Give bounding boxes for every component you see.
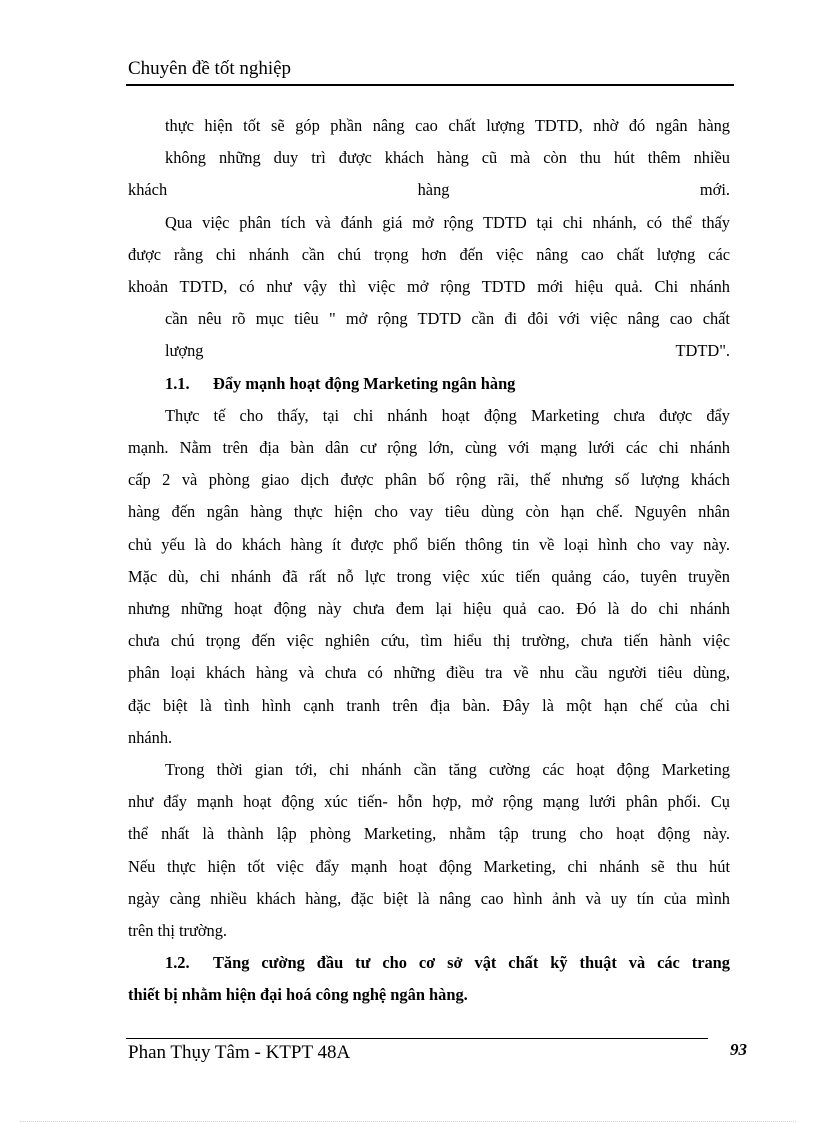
text-line: Qua việc phân tích và đánh giá mở rộng TDTD tại chi nhánh, có thể thấy xyxy=(165,212,730,232)
page-header-title: Chuyên đề tốt nghiệp xyxy=(128,58,292,79)
text-line: hàng đến ngân hàng thực hiện cho vay tiêu dùng còn hạn chế. Nguyên nhân xyxy=(128,502,730,522)
page-bottom-border xyxy=(20,1121,796,1122)
text-line: được rằng chi nhánh cần chú trọng hơn đến việc nâng cao chất lượng các xyxy=(128,244,730,264)
text-line: nhánh. xyxy=(128,727,173,747)
text-line: Thực tế cho thấy, tại chi nhánh hoạt động Marketing chưa được đẩy xyxy=(165,405,730,425)
section-number: 1.2. xyxy=(165,953,190,973)
text-line: khoản TDTD, có như vậy thì việc mở rộng TDTD mới hiệu quả. Chi nhánh xyxy=(128,277,730,297)
section-heading xyxy=(128,947,730,979)
section-number: 1.1. xyxy=(165,373,190,393)
footer-rule xyxy=(126,1038,708,1039)
text-line: ngày càng nhiều khách hàng, đặc biệt là nâng cao hình ảnh và uy tín của mình xyxy=(128,888,730,908)
text-line: nhưng những hoạt động này chưa đem lại hiệu quả cao. Đó là do chi nhánh xyxy=(128,599,730,619)
text-line: như đẩy mạnh hoạt động xúc tiến- hỗn hợp, mở rộng mạng lưới phân phối. Cụ xyxy=(128,792,730,812)
text-line: trên thị trường. xyxy=(128,921,228,941)
text-line: không những duy trì được khách hàng cũ mà còn thu hút thêm nhiều xyxy=(165,148,730,168)
page-number: 93 xyxy=(730,1040,747,1059)
text-line: chủ yếu là do khách hàng ít được phổ biến thông tin về loại hình cho vay này. xyxy=(128,534,730,554)
text-line: phân loại khách hàng và chưa có những điều tra về nhu cầu người tiêu dùng, xyxy=(128,663,730,683)
text-line: mạnh. Nằm trên địa bàn dân cư rộng lớn, cùng với mạng lưới các chi nhánh xyxy=(128,438,730,458)
text-line: thực hiện tốt sẽ góp phần nâng cao chất lượng TDTD, nhờ đó ngân hàng xyxy=(165,116,730,135)
text-line: cấp 2 và phòng giao dịch được phân bố rộng rãi, thế nhưng số lượng khách xyxy=(128,470,730,490)
section-heading-continued: thiết bị nhằm hiện đại hoá công nghệ ngân hàng. xyxy=(128,985,468,1005)
section-title: Đẩy mạnh hoạt động Marketing ngân hàng xyxy=(213,373,516,393)
section-title: Tăng cường đầu tư cho cơ sở vật chất kỹ thuật và các trang xyxy=(213,953,730,973)
text-line: Trong thời gian tới, chi nhánh cần tăng cường các hoạt động Marketing xyxy=(165,760,730,780)
text-line: khách hàng mới. xyxy=(128,180,730,200)
header-rule xyxy=(126,84,734,86)
text-line: lượng TDTD". xyxy=(165,341,730,361)
text-line: Nếu thực hiện tốt việc đẩy mạnh hoạt động Marketing, chi nhánh sẽ thu hút xyxy=(128,856,730,876)
text-line: chưa chú trọng đến việc nghiên cứu, tìm hiểu thị trường, chưa tiến hành việc xyxy=(128,631,730,651)
section-heading xyxy=(128,368,730,400)
footer-author: Phan Thụy Tâm - KTPT 48A xyxy=(128,1042,351,1063)
text-line: cần nêu rõ mục tiêu " mở rộng TDTD cần đi đôi với việc nâng cao chất xyxy=(165,309,730,329)
text-line: thể nhất là thành lập phòng Marketing, nhằm tập trung cho hoạt động này. xyxy=(128,824,730,844)
document-body xyxy=(128,110,730,1012)
text-line: Mặc dù, chi nhánh đã rất nỗ lực trong việc xúc tiến quảng cáo, tuyên truyền xyxy=(128,566,730,586)
text-line: đặc biệt là tình hình cạnh tranh trên địa bàn. Đây là một hạn chế của chi xyxy=(128,695,730,715)
